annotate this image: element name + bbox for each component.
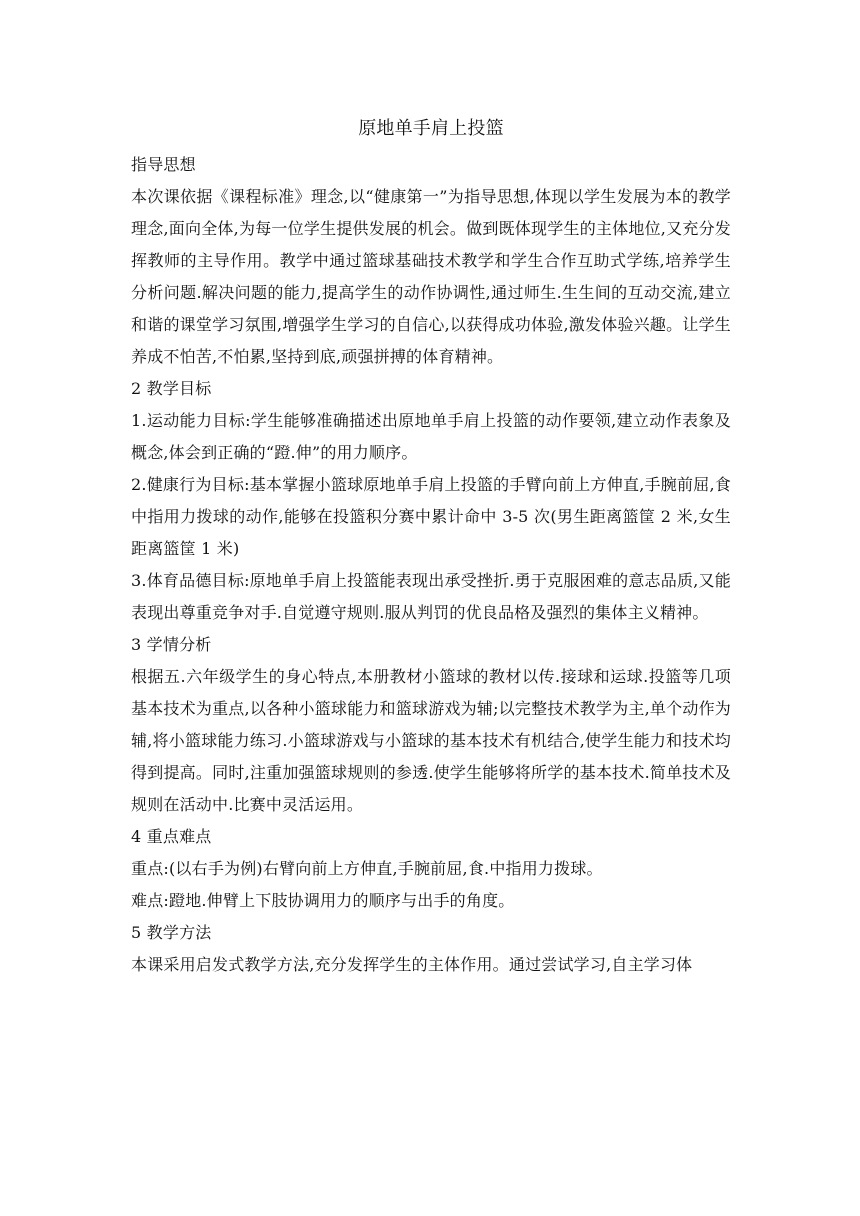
paragraph: 本课采用启发式教学方法,充分发挥学生的主体作用。通过尝试学习,自主学习体: [131, 955, 693, 974]
section-teaching-goals: [131, 373, 731, 629]
section-heading: 3 学情分析: [131, 635, 212, 654]
paragraph: 3.体育品德目标:原地单手肩上投篮能表现出承受挫折.勇于克服困难的意志品质,又能表现出尊重竞争对手.自觉遵守规则.服从判罚的优良品格及强烈的集体主义精神。: [131, 571, 731, 622]
paragraph: 根据五.六年级学生的身心特点,本册教材小篮球的教材以传.接球和运球.投篮等几项基本技术为重点,以各种小篮球能力和篮球游戏为辅;以完整技术教学为主,单个动作为辅,将小篮球能力练习.小篮球游戏与小篮球的基本技术有机结合,使学生能力和技术均得到提高。同时,注重加强篮球规则的参透.使学生能够将所学的基本技术.简单技术及规则在活动中.比赛中灵活运用。: [131, 667, 731, 814]
paragraph: 重点:(以右手为例)右臂向前上方伸直,手腕前屈,食.中指用力拨球。: [131, 859, 603, 878]
document-page: [131, 113, 731, 981]
section-heading: 4 重点难点: [131, 827, 212, 846]
section-heading: 2 教学目标: [131, 379, 212, 398]
section-student-analysis: [131, 629, 731, 821]
paragraph: 2.健康行为目标:基本掌握小篮球原地单手肩上投篮的手臂向前上方伸直,手腕前屈,食中指用力拨球的动作,能够在投篮积分赛中累计命中 3-5 次(男生距离篮筐 2 米,女生距离篮筐 1 米): [131, 475, 731, 558]
section-heading: 5 教学方法: [131, 923, 212, 942]
document-title: 原地单手肩上投篮: [358, 118, 504, 139]
section-teaching-method: [131, 917, 731, 981]
paragraph: 1.运动能力目标:学生能够准确描述出原地单手肩上投篮的动作要领,建立动作表象及概念,体会到正确的“蹬.伸”的用力顺序。: [131, 411, 731, 462]
section-heading: 指导思想: [131, 155, 196, 174]
paragraph: 本次课依据《课程标准》理念,以“健康第一”为指导思想,体现以学生发展为本的教学理念,面向全体,为每一位学生提供发展的机会。做到既体现学生的主体地位,又充分发挥教师的主导作用。教学中通过篮球基础技术教学和学生合作互助式学练,培养学生分析问题.解决问题的能力,提高学生的动作协调性,通过师生.生生间的互动交流,建立和谐的课堂学习氛围,增强学生学习的自信心,以获得成功体验,激发体验兴趣。让学生养成不怕苦,不怕累,坚持到底,顽强拼搏的体育精神。: [131, 187, 731, 366]
paragraph: 难点:蹬地.伸臂上下肢协调用力的顺序与出手的角度。: [131, 891, 515, 910]
section-key-points: [131, 821, 731, 917]
section-guiding-thought: [131, 149, 731, 373]
